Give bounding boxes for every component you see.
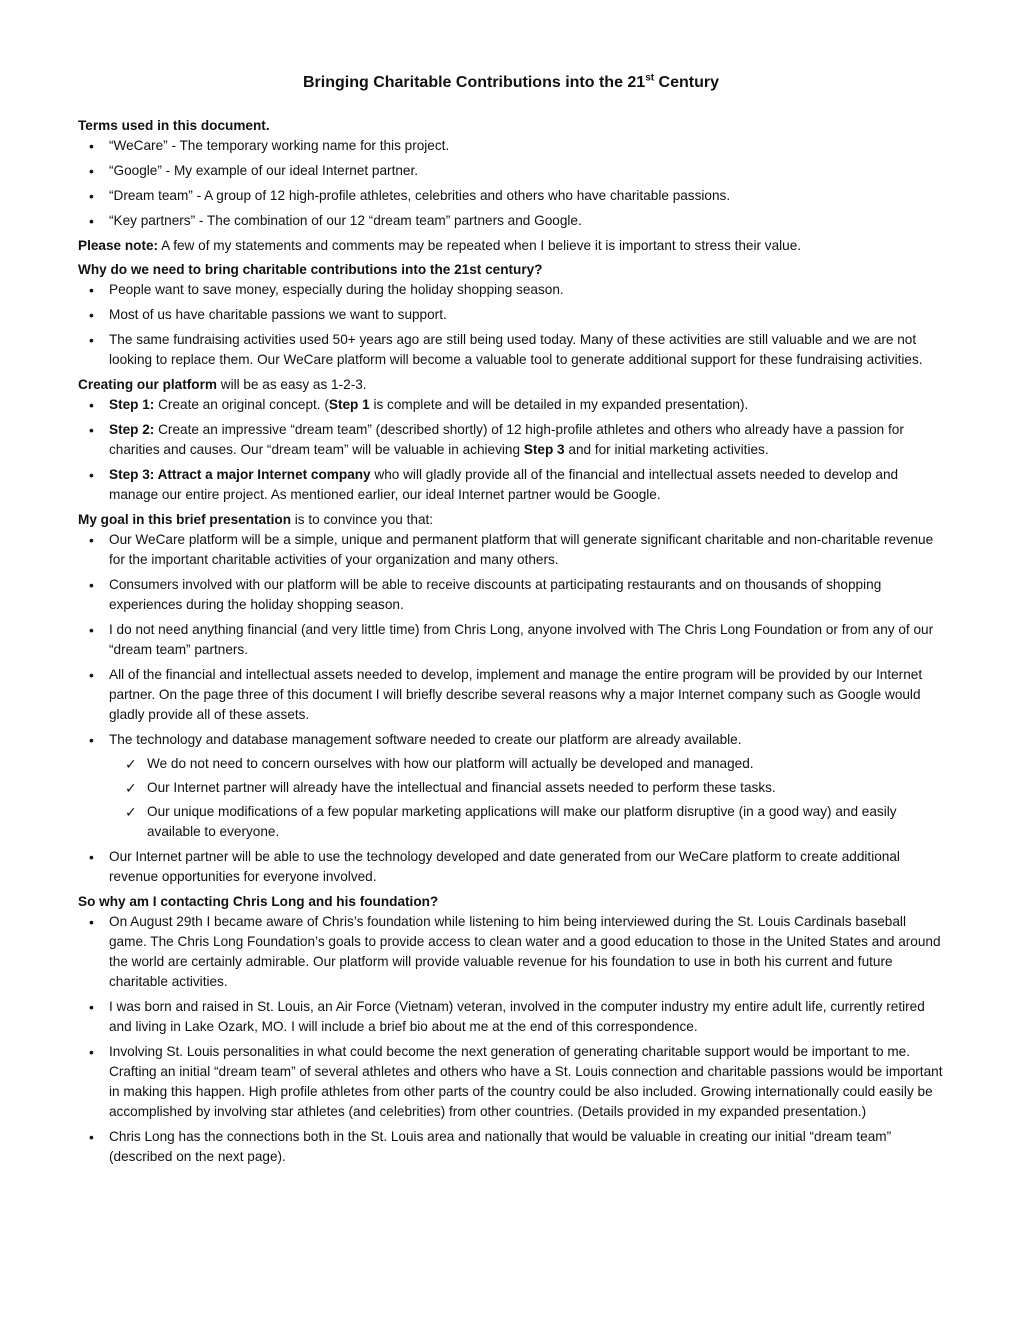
step-2-text-a: Create an impressive “dream team” (described shortly) of 12 high-profile athletes and others who already have a passion for charities and causes. Our “dream team” will be valuable in achieving (109, 422, 904, 457)
list-item: • Consumers involved with our platform will be able to receive discounts at participating restaurants and on thousands of shopping experiences during the holiday shopping season. (78, 575, 944, 615)
check-item-text: We do not need to concern ourselves with how our platform will actually be developed and managed. (147, 756, 754, 771)
step-1-text-b: is complete and will be detailed in my expanded presentation). (369, 397, 749, 412)
goal-heading-bold: My goal in this brief presentation (78, 512, 291, 527)
list-item: • Our WeCare platform will be a simple, unique and permanent platform that will generate significant charitable and non-charitable revenue for the important charitable activities of your organization and many others. (78, 530, 944, 570)
list-item: • On August 29th I became aware of Chris’s foundation while listening to him being interviewed during the St. Louis Cardinals baseball game. The Chris Long Foundation’s goals to provide access to clean water and a good education to those in the United States and around the world are certainly admirable. Our platform will provide valuable revenue for his foundation to use in both his current and future charitable activities. (78, 912, 944, 992)
creating-heading-bold: Creating our platform (78, 377, 217, 392)
why-contact-heading: So why am I contacting Chris Long and his foundation? (78, 894, 439, 909)
terms-heading: Terms used in this document. (78, 118, 270, 133)
checkmark-icon: ✓ (125, 780, 137, 796)
check-item (109, 778, 944, 798)
step-2-label: Step 2: (109, 422, 155, 437)
step-1-item (78, 395, 944, 415)
creating-heading-rest: will be as easy as 1-2-3. (216, 377, 367, 392)
list-item: • I do not need anything financial (and very little time) from Chris Long, anyone involved with The Chris Long Foundation or from any of our “dream team” partners. (78, 620, 944, 660)
step-1-ref: Step 1 (328, 397, 370, 412)
creating-heading (78, 375, 944, 395)
document-title (78, 72, 944, 94)
why-contact-section (78, 892, 944, 1167)
check-item (109, 754, 944, 774)
step-2-item (78, 420, 944, 460)
step-3-text: who will gladly provide all of the financial and intellectual assets needed to develop and manage our entire project. As mentioned earlier, our ideal Internet partner would be Google. (109, 467, 899, 502)
check-item (109, 802, 944, 842)
goal-list (78, 530, 944, 887)
list-item: • “Dream team” - A group of 12 high-profile athletes, celebrities and others who have charitable passions. (78, 186, 944, 206)
checkmark-icon: ✓ (125, 804, 137, 820)
list-item: • All of the financial and intellectual assets needed to develop, implement and manage the entire program will be provided by our Internet partner. On the page three of this document I will briefly describe several reasons why a major Internet company such as Google would gladly provide all of these assets. (78, 665, 944, 725)
goal-heading (78, 510, 944, 530)
step-3-item (78, 465, 944, 505)
goal-heading-rest: is to convince you that: (291, 512, 434, 527)
list-item (78, 730, 944, 842)
list-item: • The same fundraising activities used 50+ years ago are still being used today. Many of these activities are still valuable and we are not looking to replace them. Our WeCare platform will become a valuable tool to generate additional support for these fundraising activities. (78, 330, 944, 370)
title-tail: Century (654, 74, 720, 91)
title-main: Bringing Charitable Contributions into the 21 (302, 74, 646, 91)
list-item-text: “Key partners” - The combination of our 12 “dream team” partners and Google. (109, 213, 582, 228)
list-item (78, 211, 944, 231)
list-item: • Most of us have charitable passions we want to support. (78, 305, 944, 325)
list-item: • I was born and raised in St. Louis, an Air Force (Vietnam) veteran, involved in the computer industry my entire adult life, currently retired and living in Lake Ozark, MO. I will include a brief bio about me at the end of this correspondence. (78, 997, 944, 1037)
checkmark-icon: ✓ (125, 756, 137, 772)
please-note (78, 236, 944, 256)
check-list (109, 754, 944, 842)
list-item: • Our Internet partner will be able to use the technology developed and date generated from our WeCare platform to create additional revenue opportunities for everyone involved. (78, 847, 944, 887)
list-item: • “Google” - My example of our ideal Internet partner. (78, 161, 944, 181)
please-note-text: A few of my statements and comments may be repeated when I believe it is important to stress their value. (158, 238, 802, 253)
steps-list (78, 395, 944, 505)
check-item-text: Our Internet partner will already have the intellectual and financial assets needed to perform these tasks. (147, 780, 776, 795)
step-2-text-b: and for initial marketing activities. (564, 442, 769, 457)
list-item: • Chris Long has the connections both in the St. Louis area and nationally that would be valuable in creating our initial “dream team” (described on the next page). (78, 1127, 944, 1167)
check-item-text: Our unique modifications of a few popular marketing applications will make our platform disruptive (in a good way) and easily available to everyone. (147, 804, 897, 839)
list-item: • Involving St. Louis personalities in what could become the next generation of generating charitable support would be important to me. Crafting an initial “dream team” of several athletes and others who have a St. Louis connection and charitable passions would be important in making this happen. High profile athletes from other parts of the country could be also included. Growing internationally could easily be accomplished by involving star athletes (and celebrities) from other countries. (Details provided in my expanded presentation.) (78, 1042, 944, 1122)
title-superscript: st (645, 72, 655, 84)
why-contact-list (78, 912, 944, 1167)
step-1-text-a: Create an original concept. ( (154, 397, 329, 412)
step-1-label: Step 1: (109, 397, 155, 412)
list-item-text: The technology and database management software needed to create our platform are already available. (109, 732, 742, 747)
step-3-label: Step 3: Attract a major Internet company (109, 467, 371, 482)
list-item: • People want to save money, especially during the holiday shopping season. (78, 280, 944, 300)
why-section (78, 260, 944, 370)
step-2-ref: Step 3 (523, 442, 565, 457)
creating-section (78, 375, 944, 505)
why-heading: Why do we need to bring charitable contributions into the 21st century? (78, 262, 543, 277)
please-note-label: Please note: (78, 238, 159, 253)
terms-section (78, 116, 944, 231)
terms-list (78, 136, 944, 231)
list-item: • “WeCare” - The temporary working name for this project. (78, 136, 944, 156)
why-list (78, 280, 944, 370)
goal-section (78, 510, 944, 887)
